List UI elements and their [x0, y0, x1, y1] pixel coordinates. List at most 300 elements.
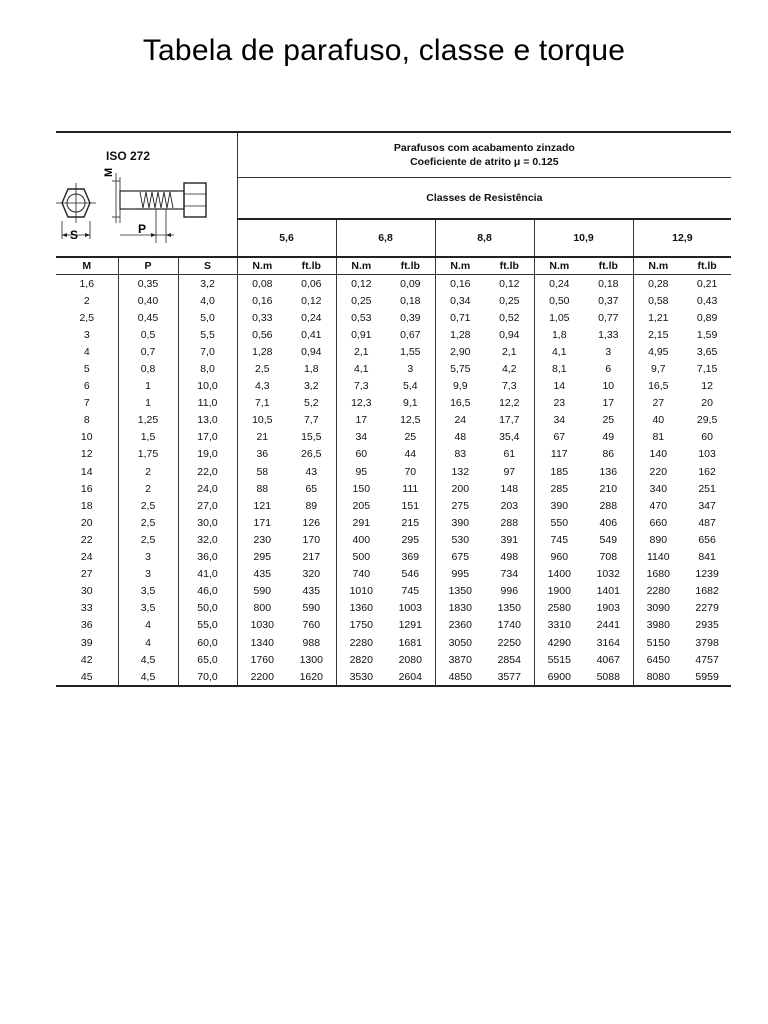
table-cell: 16,5	[648, 380, 669, 393]
table-cell: 745	[386, 583, 435, 600]
table-row	[56, 668, 731, 686]
table-cell: 121	[253, 499, 272, 512]
table-cell: 288	[485, 514, 534, 531]
table-cell: 0,33	[252, 311, 273, 324]
table-cell: 0,67	[386, 326, 435, 343]
table-cell: 2820	[349, 653, 373, 666]
table-cell: 81	[652, 431, 665, 444]
table-body	[56, 275, 731, 687]
table-cell: 185	[550, 465, 569, 478]
table-cell: 4,95	[648, 345, 669, 358]
table-cell: 9,7	[650, 363, 666, 376]
table-row	[56, 651, 731, 668]
table-cell: 4,3	[254, 380, 270, 393]
table-cell: 0,09	[386, 275, 435, 293]
table-cell: 745	[550, 533, 569, 546]
table-cell: 530	[451, 533, 470, 546]
table-cell: 841	[698, 551, 716, 564]
table-cell: 12	[701, 380, 713, 393]
table-cell: 12	[56, 446, 118, 463]
table-cell: 550	[550, 516, 569, 529]
table-cell: 1830	[448, 602, 472, 615]
table-cell: 162	[698, 465, 716, 478]
table-cell: 369	[386, 549, 435, 566]
unit-header-row	[56, 257, 731, 275]
table-cell: 3,5	[118, 583, 178, 600]
table-cell: 203	[485, 497, 534, 514]
table-cell: 10	[56, 429, 118, 446]
table-cell: 103	[698, 448, 716, 461]
table-cell: 49	[584, 429, 633, 446]
table-cell: 41,0	[178, 566, 237, 583]
table-cell: 83	[454, 448, 467, 461]
table-cell: 0,37	[584, 292, 633, 309]
iso-header-cell	[56, 132, 237, 257]
table-cell: 2360	[448, 619, 472, 632]
table-cell: 117	[550, 448, 568, 461]
table-row	[56, 395, 731, 412]
table-row	[56, 326, 731, 343]
table-cell: 60	[355, 448, 368, 461]
table-cell: 487	[698, 516, 716, 529]
table-cell: 675	[451, 551, 470, 564]
table-cell: 5,2	[287, 395, 336, 412]
table-cell: 320	[287, 566, 336, 583]
table-cell: 3	[56, 326, 118, 343]
table-cell: 4290	[547, 636, 571, 649]
column-header: ft.lb	[584, 257, 633, 275]
table-cell: 22	[56, 531, 118, 548]
iso-standard-label: ISO 272	[106, 149, 151, 163]
table-cell: 23	[553, 397, 566, 410]
table-row	[56, 429, 731, 446]
table-cell: 2,1	[353, 345, 369, 358]
table-cell: 740	[352, 568, 371, 581]
table-cell: 1750	[349, 619, 373, 632]
table-cell: 25	[584, 412, 633, 429]
table-cell: 46,0	[178, 583, 237, 600]
s-label: S	[70, 228, 79, 242]
table-cell: 150	[352, 482, 371, 495]
table-cell: 3090	[646, 602, 670, 615]
bolt-side-icon	[112, 173, 206, 243]
table-cell: 1360	[349, 602, 373, 615]
table-cell: 33	[56, 600, 118, 617]
table-cell: 0,35	[118, 275, 178, 293]
table-cell: 0,25	[485, 292, 534, 309]
table-cell: 2200	[237, 668, 287, 686]
table-cell: 3798	[695, 636, 719, 649]
table-cell: 656	[698, 533, 716, 546]
table-cell: 2604	[386, 668, 435, 686]
table-cell: 760	[287, 617, 336, 634]
table-cell: 390	[550, 499, 569, 512]
table-cell: 800	[253, 602, 272, 615]
table-cell: 1,8	[551, 328, 567, 341]
table-cell: 2	[118, 463, 178, 480]
class-header: 10,9	[534, 219, 633, 257]
table-cell: 27	[652, 397, 665, 410]
table-cell: 2250	[485, 634, 534, 651]
table-cell: 8	[56, 412, 118, 429]
table-cell: 3870	[448, 653, 472, 666]
table-cell: 0,71	[450, 311, 471, 324]
table-cell: 6	[56, 378, 118, 395]
table-cell: 220	[649, 465, 668, 478]
table-cell: 5,0	[178, 309, 237, 326]
bolt-diagram	[56, 161, 236, 257]
table-cell: 1681	[386, 634, 435, 651]
table-cell: 10,5	[252, 414, 273, 427]
table-cell: 65,0	[178, 651, 237, 668]
table-cell: 111	[386, 480, 435, 497]
table-cell: 21	[256, 431, 269, 444]
table-cell: 340	[649, 482, 668, 495]
table-cell: 1300	[287, 651, 336, 668]
table-cell: 55,0	[178, 617, 237, 634]
table-row	[56, 446, 731, 463]
table-cell: 3050	[448, 636, 472, 649]
table-cell: 0,94	[485, 326, 534, 343]
table-cell: 995	[451, 568, 470, 581]
table-cell: 0,24	[287, 309, 336, 326]
table-cell: 97	[485, 463, 534, 480]
table-cell: 58	[256, 465, 269, 478]
table-cell: 30,0	[178, 514, 237, 531]
table-cell: 25	[386, 429, 435, 446]
table-cell: 8,1	[551, 363, 567, 376]
table-cell: 26,5	[287, 446, 336, 463]
torque-table-container	[56, 131, 731, 687]
table-cell: 12,2	[485, 395, 534, 412]
table-cell: 660	[649, 516, 668, 529]
table-cell: 136	[584, 463, 633, 480]
column-header: N.m	[237, 257, 287, 275]
table-cell: 40	[652, 414, 665, 427]
column-header: M	[56, 257, 118, 275]
table-cell: 60	[701, 431, 713, 444]
table-cell: 0,53	[351, 311, 372, 324]
table-cell: 14	[56, 463, 118, 480]
table-cell: 20	[701, 397, 713, 410]
table-row	[56, 292, 731, 309]
table-cell: 7	[56, 395, 118, 412]
table-cell: 89	[287, 497, 336, 514]
finish-line-1: Parafusos com acabamento zinzado	[393, 142, 575, 154]
table-cell: 12,3	[351, 397, 372, 410]
table-cell: 1350	[485, 600, 534, 617]
table-cell: 171	[253, 516, 272, 529]
table-cell: 61	[485, 446, 534, 463]
table-cell: 2935	[695, 619, 719, 632]
column-header: ft.lb	[386, 257, 435, 275]
table-cell: 6	[584, 360, 633, 377]
table-cell: 18	[56, 497, 118, 514]
table-cell: 132	[451, 465, 470, 478]
table-cell: 275	[451, 499, 470, 512]
table-cell: 1,28	[450, 328, 471, 341]
table-cell: 0,40	[118, 292, 178, 309]
table-cell: 2280	[646, 585, 670, 598]
table-cell: 12,5	[386, 412, 435, 429]
table-cell: 3	[584, 343, 633, 360]
table-cell: 6450	[646, 653, 670, 666]
table-cell: 5515	[547, 653, 571, 666]
table-cell: 29,5	[696, 414, 718, 427]
table-cell: 32,0	[178, 531, 237, 548]
table-cell: 4757	[695, 653, 719, 666]
column-header: N.m	[534, 257, 584, 275]
table-cell: 1,59	[696, 328, 718, 341]
table-cell: 15,5	[287, 429, 336, 446]
table-cell: 708	[584, 549, 633, 566]
table-cell: 4,1	[551, 345, 567, 358]
table-cell: 9,1	[386, 395, 435, 412]
table-row	[56, 378, 731, 395]
table-cell: 230	[253, 533, 272, 546]
torque-table	[56, 131, 731, 687]
table-cell: 4,2	[485, 360, 534, 377]
table-cell: 590	[287, 600, 336, 617]
table-cell: 0,16	[450, 277, 471, 290]
table-cell: 1239	[695, 568, 719, 581]
table-cell: 2,5	[118, 497, 178, 514]
table-cell: 1,8	[287, 360, 336, 377]
table-cell: 498	[485, 549, 534, 566]
table-row	[56, 412, 731, 429]
column-header: ft.lb	[287, 257, 336, 275]
table-cell: 3,5	[118, 600, 178, 617]
table-cell: 5,75	[450, 363, 471, 376]
table-row	[56, 634, 731, 651]
table-cell: 1620	[287, 668, 336, 686]
table-cell: 0,41	[287, 326, 336, 343]
column-header: N.m	[336, 257, 386, 275]
table-cell: 0,5	[118, 326, 178, 343]
table-cell: 0,24	[549, 277, 570, 290]
table-cell: 2	[56, 292, 118, 309]
table-cell: 0,18	[584, 275, 633, 293]
table-cell: 70,0	[178, 668, 237, 686]
table-cell: 2,1	[485, 343, 534, 360]
table-cell: 0,7	[118, 343, 178, 360]
table-cell: 19,0	[178, 446, 237, 463]
table-cell: 435	[253, 568, 272, 581]
table-cell: 295	[253, 551, 272, 564]
table-cell: 4850	[435, 668, 485, 686]
table-cell: 11,0	[178, 395, 237, 412]
table-cell: 1,28	[252, 345, 273, 358]
table-cell: 4,5	[118, 668, 178, 686]
table-cell: 3	[118, 549, 178, 566]
table-row	[56, 480, 731, 497]
table-row	[56, 309, 731, 326]
column-header: ft.lb	[683, 257, 731, 275]
table-cell: 44	[386, 446, 435, 463]
table-cell: 17,0	[178, 429, 237, 446]
table-cell: 7,15	[696, 363, 718, 376]
table-cell: 9,9	[452, 380, 468, 393]
table-cell: 1032	[584, 566, 633, 583]
table-cell: 0,34	[450, 294, 471, 307]
table-cell: 0,77	[584, 309, 633, 326]
column-header: ft.lb	[485, 257, 534, 275]
table-cell: 7,0	[178, 343, 237, 360]
table-cell: 24	[454, 414, 467, 427]
friction-coefficient: Coeficiente de atrito μ = 0.125	[410, 156, 559, 168]
table-cell: 4	[118, 617, 178, 634]
table-cell: 14	[553, 380, 566, 393]
table-cell: 24,0	[178, 480, 237, 497]
table-cell: 1,05	[549, 311, 570, 324]
table-cell: 17	[584, 395, 633, 412]
table-row	[56, 514, 731, 531]
table-cell: 2,5	[118, 531, 178, 548]
table-cell: 10	[584, 378, 633, 395]
table-row	[56, 343, 731, 360]
column-header: P	[118, 257, 178, 275]
table-cell: 148	[485, 480, 534, 497]
table-cell: 24	[56, 549, 118, 566]
table-cell: 34	[355, 431, 368, 444]
table-cell: 1,55	[386, 343, 435, 360]
table-cell: 45	[56, 668, 118, 686]
table-cell: 3	[386, 360, 435, 377]
table-cell: 0,52	[485, 309, 534, 326]
class-header: 5,6	[237, 219, 336, 257]
table-cell: 2,5	[254, 363, 270, 376]
table-cell: 1291	[386, 617, 435, 634]
table-cell: 140	[649, 448, 668, 461]
table-cell: 34	[553, 414, 566, 427]
table-cell: 4	[56, 343, 118, 360]
table-cell: 126	[287, 514, 336, 531]
table-cell: 217	[287, 549, 336, 566]
table-cell: 5,5	[178, 326, 237, 343]
table-cell: 2	[118, 480, 178, 497]
table-cell: 6900	[534, 668, 584, 686]
table-cell: 1003	[386, 600, 435, 617]
table-cell: 0,91	[351, 328, 372, 341]
table-cell: 2854	[485, 651, 534, 668]
table-cell: 16	[56, 480, 118, 497]
table-cell: 2280	[349, 636, 373, 649]
table-cell: 390	[451, 516, 470, 529]
table-cell: 36,0	[178, 549, 237, 566]
table-cell: 291	[352, 516, 371, 529]
table-cell: 3164	[584, 634, 633, 651]
table-row	[56, 583, 731, 600]
table-cell: 0,18	[386, 292, 435, 309]
table-cell: 22,0	[178, 463, 237, 480]
table-cell: 210	[584, 480, 633, 497]
table-cell: 50,0	[178, 600, 237, 617]
table-cell: 435	[287, 583, 336, 600]
table-cell: 151	[386, 497, 435, 514]
table-cell: 3980	[646, 619, 670, 632]
table-cell: 36	[56, 617, 118, 634]
table-cell: 1030	[250, 619, 274, 632]
table-cell: 996	[485, 583, 534, 600]
table-cell: 1340	[250, 636, 274, 649]
table-cell: 5150	[646, 636, 670, 649]
table-cell: 1740	[485, 617, 534, 634]
table-cell: 5088	[584, 668, 633, 686]
table-cell: 2080	[386, 651, 435, 668]
table-cell: 48	[454, 431, 467, 444]
table-cell: 35,4	[485, 429, 534, 446]
table-cell: 285	[550, 482, 569, 495]
table-cell: 1140	[646, 551, 670, 564]
table-cell: 251	[698, 482, 716, 495]
table-row	[56, 617, 731, 634]
table-cell: 2,5	[56, 309, 118, 326]
table-cell: 13,0	[178, 412, 237, 429]
table-cell: 27,0	[178, 497, 237, 514]
table-cell: 288	[584, 497, 633, 514]
table-cell: 43	[287, 463, 336, 480]
table-cell: 27	[56, 566, 118, 583]
table-cell: 391	[485, 531, 534, 548]
table-cell: 0,56	[252, 328, 273, 341]
column-header: N.m	[633, 257, 683, 275]
table-cell: 890	[649, 533, 668, 546]
table-cell: 0,12	[351, 277, 372, 290]
table-cell: 4,0	[178, 292, 237, 309]
table-cell: 1,5	[118, 429, 178, 446]
table-row	[56, 549, 731, 566]
table-cell: 70	[386, 463, 435, 480]
table-cell: 400	[352, 533, 371, 546]
table-cell: 546	[386, 566, 435, 583]
table-cell: 20	[56, 514, 118, 531]
table-cell: 1,25	[118, 412, 178, 429]
table-cell: 0,12	[485, 275, 534, 293]
table-cell: 1350	[448, 585, 472, 598]
table-cell: 2,5	[118, 514, 178, 531]
table-cell: 170	[287, 531, 336, 548]
table-cell: 65	[287, 480, 336, 497]
table-cell: 10,0	[178, 378, 237, 395]
table-cell: 4067	[584, 651, 633, 668]
table-cell: 3,2	[287, 378, 336, 395]
table-cell: 0,06	[287, 275, 336, 293]
page-title: Tabela de parafuso, classe e torque	[142, 34, 626, 67]
table-cell: 0,8	[118, 360, 178, 377]
table-cell: 205	[352, 499, 371, 512]
table-row	[56, 360, 731, 377]
table-cell: 0,25	[351, 294, 372, 307]
table-cell: 1680	[646, 568, 670, 581]
table-row	[56, 600, 731, 617]
table-cell: 3577	[485, 668, 534, 686]
table-cell: 16,5	[450, 397, 471, 410]
class-header: 8,8	[435, 219, 534, 257]
table-cell: 1	[118, 395, 178, 412]
table-cell: 8080	[633, 668, 683, 686]
table-cell: 1	[118, 378, 178, 395]
table-cell: 0,39	[386, 309, 435, 326]
classes-header: Classes de Resistência	[237, 178, 731, 220]
table-cell: 295	[386, 531, 435, 548]
table-cell: 67	[553, 431, 566, 444]
table-cell: 1010	[349, 585, 373, 598]
table-cell: 734	[485, 566, 534, 583]
table-cell: 0,16	[252, 294, 273, 307]
table-cell: 0,43	[696, 294, 718, 307]
table-cell: 3,2	[178, 275, 237, 293]
table-cell: 3310	[547, 619, 571, 632]
